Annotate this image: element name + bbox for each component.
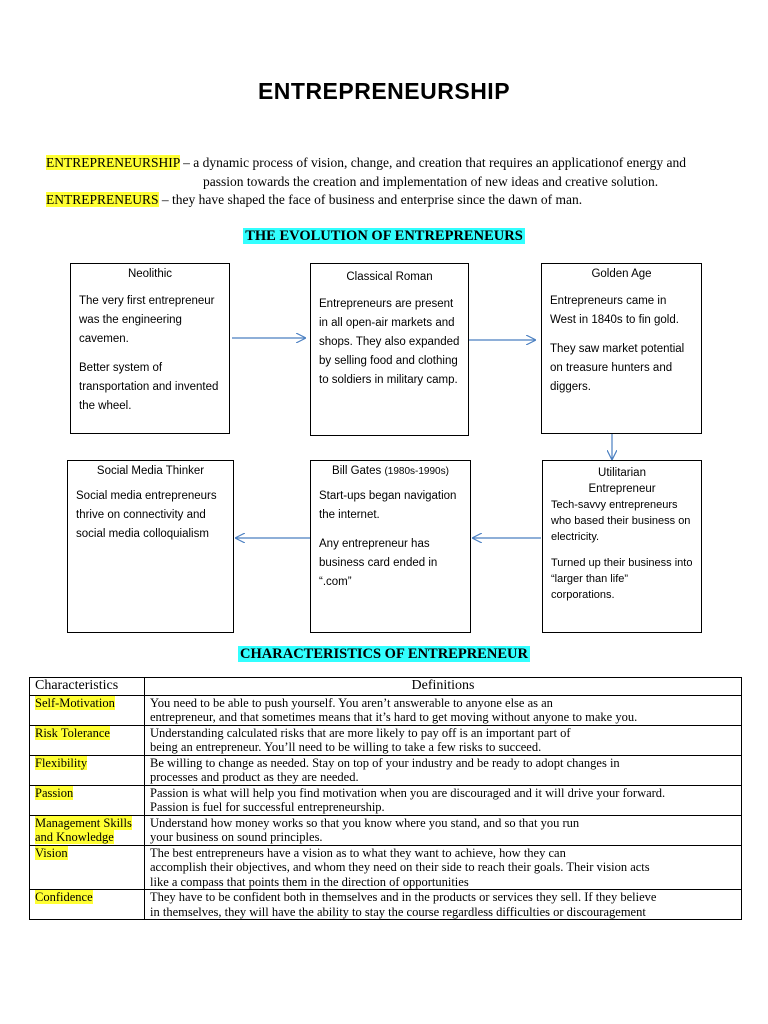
entrepreneurship-text-cont: passion towards the creation and implementation of new ideas and creative solution. <box>203 173 659 189</box>
table-row <box>30 755 742 785</box>
definition-line: in themselves, they will have the ability to stay the course regardless difficulties or discouragement <box>150 904 646 919</box>
box-utilitarian <box>542 460 702 633</box>
evolution-heading <box>0 228 768 245</box>
col-characteristics: Characteristics <box>30 678 145 696</box>
characteristic-name <box>30 845 145 890</box>
entrepreneurs-text: – they have shaped the face of business and enterprise since the dawn of man. <box>158 192 583 207</box>
box-neolithic-text-2: Better system of transportation and invented the wheel. <box>79 362 219 412</box>
table-row <box>30 785 742 815</box>
definition-line: like a compass that points them in the direction of opportunities <box>150 874 469 889</box>
definition-line: You need to be able to push yourself. You aren’t answerable to anyone else as an <box>150 695 553 710</box>
characteristic-definition <box>145 725 742 755</box>
page-title: ENTREPRENEURSHIP <box>257 78 511 104</box>
characteristic-label: Vision <box>35 845 68 860</box>
characteristic-definition <box>145 785 742 815</box>
box-classical-roman <box>310 263 469 436</box>
box-gates-name: Bill Gates <box>332 465 385 477</box>
characteristic-label: Passion <box>35 785 74 800</box>
characteristic-name <box>30 725 145 755</box>
entrepreneurship-definition <box>46 154 736 173</box>
characteristic-name <box>30 815 145 845</box>
characteristic-name <box>30 695 145 725</box>
definition-line: being an entrepreneur. You’ll need to be willing to take a few risks to succeed. <box>150 740 542 754</box>
definition-line: Passion is fuel for successful entrepreneurship. <box>150 800 385 814</box>
characteristic-name <box>30 890 145 920</box>
definition-line: processes and product as they are needed. <box>150 770 359 784</box>
characteristic-definition <box>145 695 742 725</box>
characteristic-label: Risk Tolerance <box>35 725 110 740</box>
box-social-title: Social Media Thinker <box>96 465 205 477</box>
box-social-media <box>67 460 234 633</box>
box-gates-text-2: Any entrepreneur has business card ended in “.com” <box>319 538 438 588</box>
box-golden-text-2: They saw market potential on treasure hunters and diggers. <box>550 343 685 393</box>
characteristic-label: Flexibility <box>35 755 88 770</box>
definition-line: Understanding calculated risks that are more likely to pay off is an important part of <box>150 725 571 740</box>
characteristic-name <box>30 755 145 785</box>
box-bill-gates <box>310 460 471 633</box>
entrepreneurship-term: ENTREPRENEURSHIP <box>46 155 180 170</box>
box-neolithic-title: Neolithic <box>127 268 173 280</box>
characteristic-definition <box>145 755 742 785</box>
box-roman-title: Classical Roman <box>346 271 433 283</box>
definition-line: entrepreneur, and that sometimes means that it’s hard to get moving without anyone to make you. <box>150 710 638 724</box>
characteristic-label: Confidence <box>35 890 93 904</box>
table-row <box>30 815 742 845</box>
box-neolithic <box>70 263 230 434</box>
table-row <box>30 845 742 890</box>
box-neolithic-text-1: The very first entrepreneur was the engineering cavemen. <box>79 295 215 345</box>
entrepreneurs-term: ENTREPRENEURS <box>46 192 159 207</box>
box-utilitarian-text-2: Turned up their business into “larger than life” corporations. <box>551 557 693 601</box>
characteristics-heading-text: CHARACTERISTICS OF ENTREPRENEUR <box>240 646 528 662</box>
definition-line: Understand how money works so that you know where you stand, and so that you run <box>150 815 580 830</box>
definition-line: Passion is what will help you find motivation when you are discouraged and it will drive your forward. <box>150 785 666 800</box>
definition-line: They have to be confident both in themselves and in the products or services they sell. If they believe <box>150 890 657 904</box>
definition-line: Be willing to change as needed. Stay on top of your industry and be ready to adopt changes in <box>150 755 620 770</box>
box-utilitarian-title: Utilitarian Entrepreneur <box>588 467 656 495</box>
table-row <box>30 695 742 725</box>
characteristics-heading <box>0 646 768 663</box>
table-row <box>30 890 742 920</box>
characteristic-definition <box>145 815 742 845</box>
box-golden-text-1: Entrepreneurs came in West in 1840s to fin gold. <box>550 295 679 326</box>
table-row <box>30 725 742 755</box>
characteristic-label: Self-Motivation <box>35 695 115 710</box>
characteristic-definition <box>145 845 742 890</box>
box-gates-years: (1980s-1990s) <box>384 466 449 477</box>
entrepreneurship-text: – a dynamic process of vision, change, and creation that requires an applicationof energy and <box>179 155 686 170</box>
box-gates-title <box>319 465 462 477</box>
box-golden-age <box>541 263 702 434</box>
definition-line: accomplish their objectives, and whom they need on their side to reach their goals. Their vision acts <box>150 860 650 874</box>
box-golden-title: Golden Age <box>591 268 652 280</box>
characteristics-table <box>29 677 742 920</box>
box-roman-text: Entrepreneurs are present in all open-air markets and shops. They also expanded by selling food and clothing to soldiers in military camp. <box>319 298 460 386</box>
definition-line: your business on sound principles. <box>150 830 323 844</box>
definition-line: The best entrepreneurs have a vision as to what they want to achieve, how they can <box>150 845 566 860</box>
characteristic-definition <box>145 890 742 920</box>
characteristic-name <box>30 785 145 815</box>
box-social-text: Social media entrepreneurs thrive on connectivity and social media colloquialism <box>76 490 217 540</box>
table-header-row <box>30 678 742 696</box>
box-gates-text-1: Start-ups began navigation the internet. <box>319 490 457 521</box>
entrepreneurs-definition <box>46 191 736 210</box>
box-utilitarian-text-1: Tech-savvy entrepreneurs who based their business on electricity. <box>551 499 691 543</box>
characteristic-label: Management Skills and Knowledge <box>35 815 132 844</box>
col-definitions: Definitions <box>145 678 742 696</box>
definitions-block <box>46 154 736 210</box>
evolution-heading-text: THE EVOLUTION OF ENTREPRENEURS <box>245 228 523 244</box>
